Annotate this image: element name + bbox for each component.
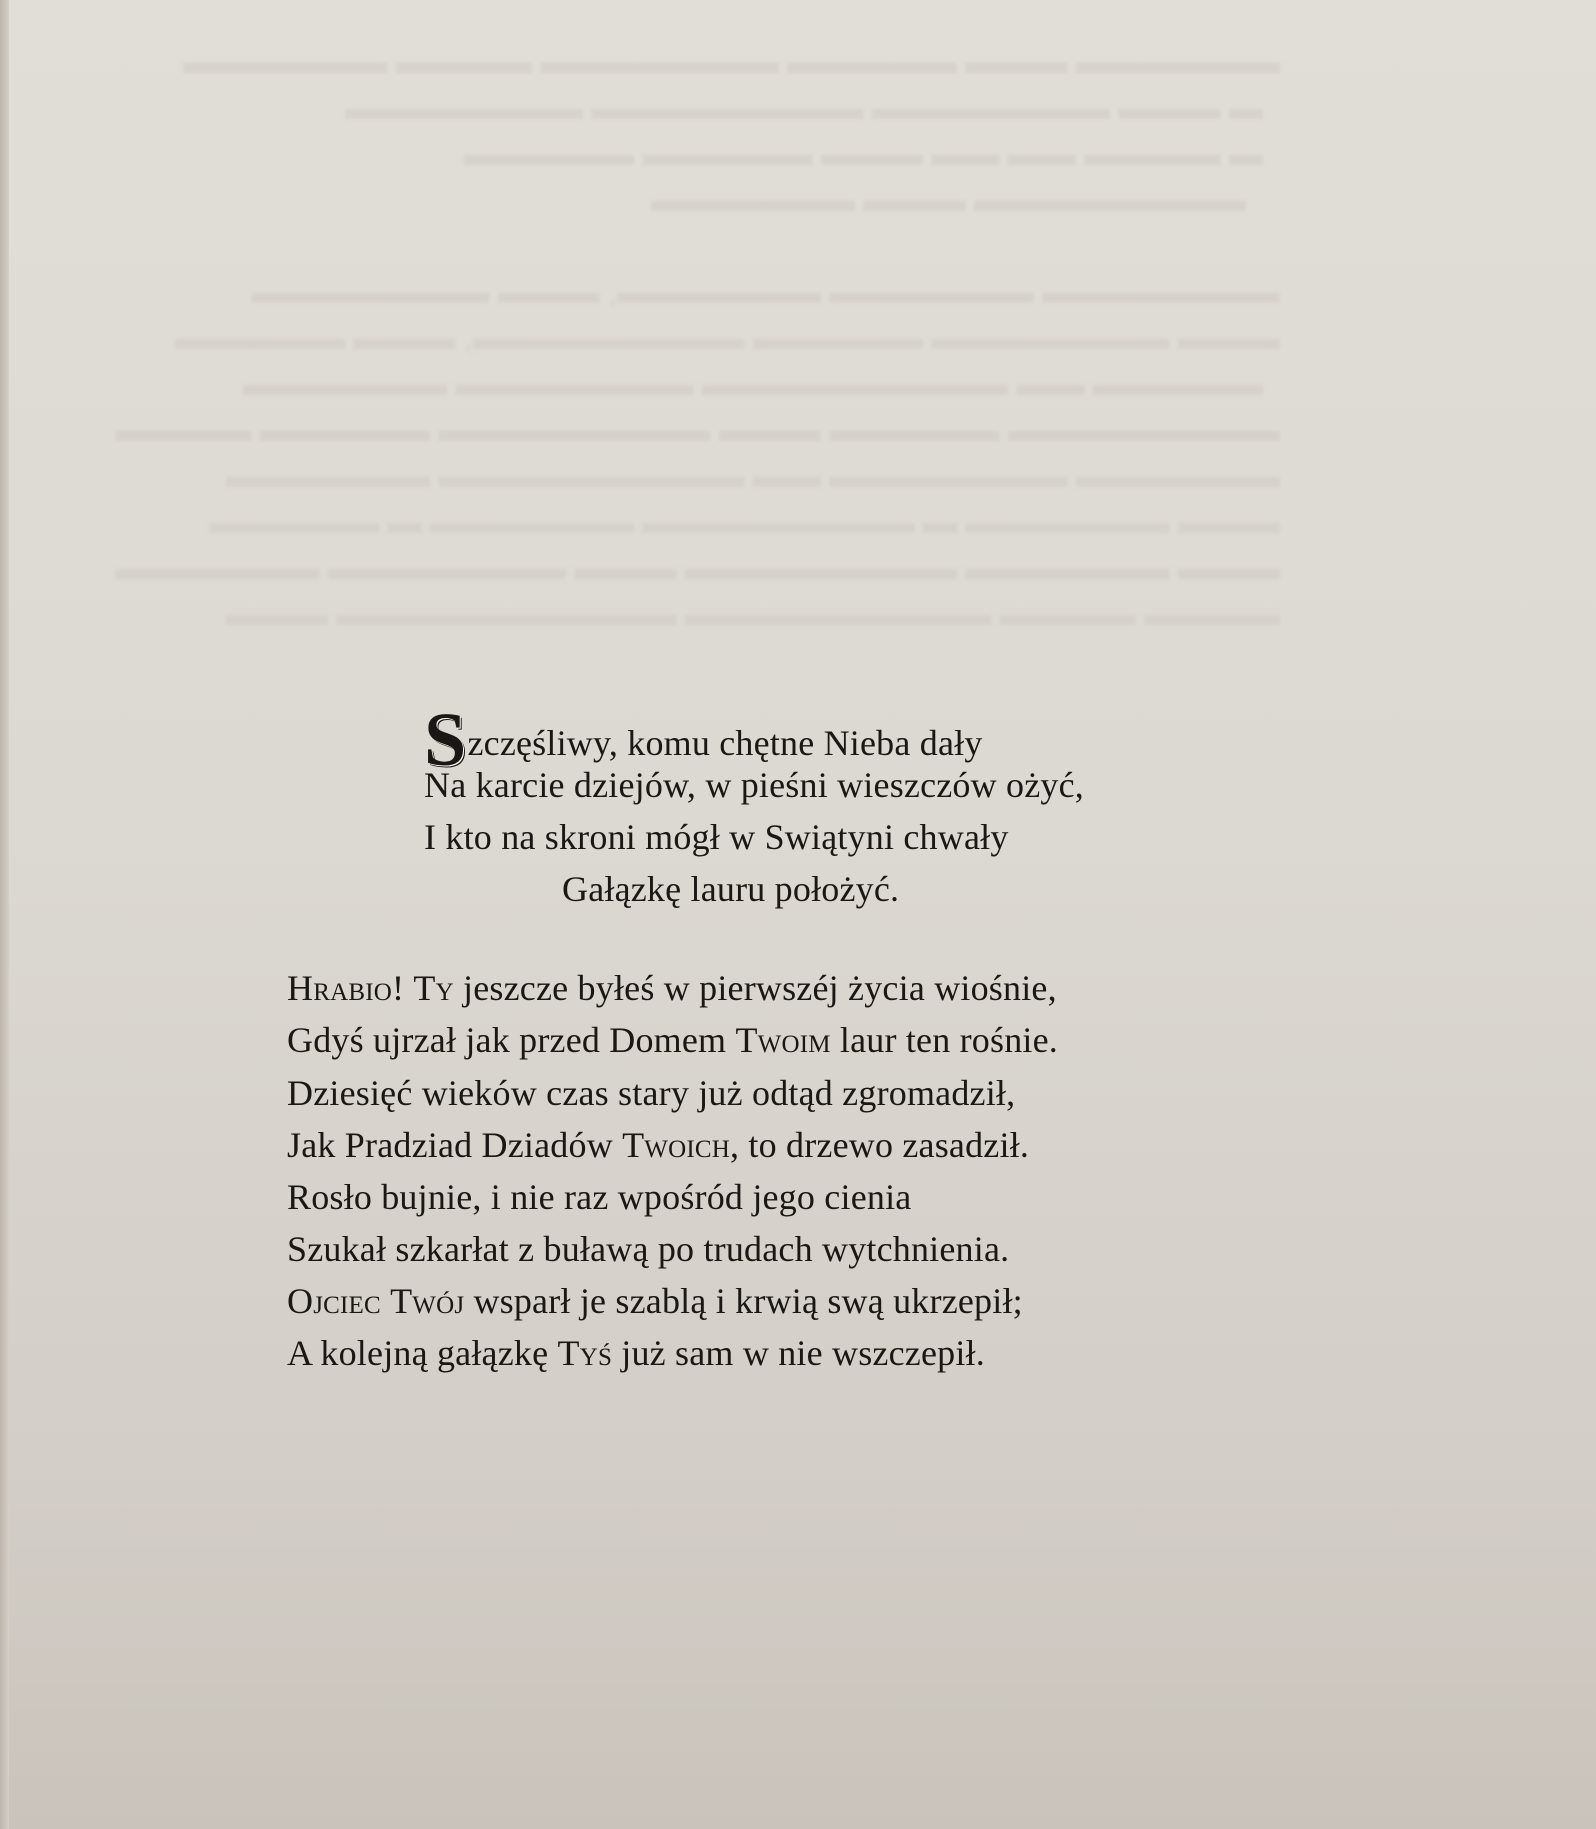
stanza2-line1-punct: ! — [391, 968, 414, 1008]
stanza2-line1-text: jeszcze byłeś w pierwszéj życia wiośnie, — [453, 968, 1057, 1008]
pronoun-twoim: Twoim — [735, 1020, 831, 1060]
pronoun-twoich: Twoich — [622, 1125, 730, 1165]
stanza2-line8-text-c: już sam w nie wszczepił. — [612, 1333, 985, 1373]
stanza2-line4 — [287, 1123, 1029, 1167]
stanza2-line1 — [287, 966, 1057, 1010]
show-through-texture: ▬▬▬▬▬▬ ▬▬▬ ▬▬▬▬▬ ▬▬▬▬▬▬▬ ▬▬▬▬ ▬▬▬▬▬▬ ▬ ▬▬▬ ▬▬▬▬▬▬▬ ▬▬▬▬▬▬▬▬ ▬▬▬▬▬▬▬ ▬ ▬▬▬▬ ▬▬ ▬▬ ▬▬▬ ▬▬▬▬▬ ▬▬▬▬▬ ▬▬▬▬▬▬▬▬ ▬▬▬ ▬▬▬▬▬▬ ▬▬▬▬▬▬▬ ▬▬▬▬▬▬ ▬▬▬▬▬▬, ▬▬▬ ▬▬▬▬▬▬▬ ▬▬▬ ▬▬▬▬▬▬▬ ▬▬▬▬▬ ▬▬▬▬▬▬▬▬, ▬▬▬ ▬▬▬▬▬ ▬▬▬▬▬ ▬▬ ▬▬▬▬▬▬▬▬▬ ▬▬▬▬▬▬▬ ▬▬▬▬▬▬ ▬▬▬▬▬▬▬▬ ▬▬▬▬▬ ▬▬▬ ▬▬▬▬▬▬▬▬ ▬▬▬▬▬ ▬▬▬▬ ▬▬▬▬▬▬ ▬▬▬▬▬▬▬ ▬▬ ▬▬▬▬▬▬▬▬▬ ▬▬▬▬▬▬ ▬▬▬ ▬▬▬▬▬▬ ▬ ▬▬▬▬▬▬▬▬ ▬▬▬▬▬▬ ▬ ▬▬▬▬▬ ▬▬▬ ▬▬▬▬▬▬ ▬▬▬▬▬▬▬▬ ▬▬▬ ▬▬▬▬▬▬▬ ▬▬▬▬▬▬ ▬▬▬▬ ▬▬▬▬ ▬▬▬▬▬▬▬▬▬ ▬▬▬▬▬▬▬▬▬▬ ▬▬▬ — [115, 44, 1280, 633]
stanza2-line6: Szukał szkarłat z buławą po trudach wytchnienia. — [287, 1229, 1010, 1269]
stanza2-line2 — [287, 1018, 1058, 1062]
stanza2-line5: Rosło bujnie, i nie raz wpośród jego cienia — [287, 1177, 912, 1217]
stanza1-line1-text: zczęśliwy, komu chętne Nieba dały — [467, 723, 983, 763]
pronoun-tys: Tyś — [557, 1333, 613, 1373]
stanza1-line2: Na karcie dziejów, w pieśni wieszczów ożyć, — [424, 765, 1084, 805]
address-hrabio: Hrabio — [287, 968, 392, 1008]
stanza2-line2-text-c: laur ten rośnie. — [830, 1020, 1058, 1060]
stanza2-line7-text: wsparł je szablą i krwią swą ukrzepił; — [464, 1281, 1023, 1321]
drop-cap-initial: S — [424, 698, 467, 782]
stanza2-line7 — [287, 1279, 1023, 1323]
stanza1-line4: Gałązkę lauru położyć. — [562, 869, 900, 909]
stanza2-line3: Dziesięć wieków czas stary już odtąd zgromadził, — [287, 1073, 1016, 1113]
pronoun-ty: Ty — [413, 968, 454, 1008]
stanza2-line4-text-c: , to drzewo zasadził. — [730, 1125, 1030, 1165]
stanza2-line7-space — [381, 1281, 390, 1321]
stanza2-line2-text-a: Gdyś ujrzał jak przed Domem — [287, 1020, 736, 1060]
address-ojciec: Ojciec — [287, 1281, 381, 1321]
stanza1-line3: I kto na skroni mógł w Swiątyni chwały — [424, 817, 1009, 857]
stanza2-line8-text-a: A kolejną gałązkę — [287, 1333, 558, 1373]
pronoun-twoj: Twój — [390, 1281, 465, 1321]
stanza2-line4-text-a: Jak Pradziad Dziadów — [287, 1125, 623, 1165]
stanza1-line1 — [424, 698, 983, 782]
stanza2-line8 — [287, 1331, 985, 1375]
